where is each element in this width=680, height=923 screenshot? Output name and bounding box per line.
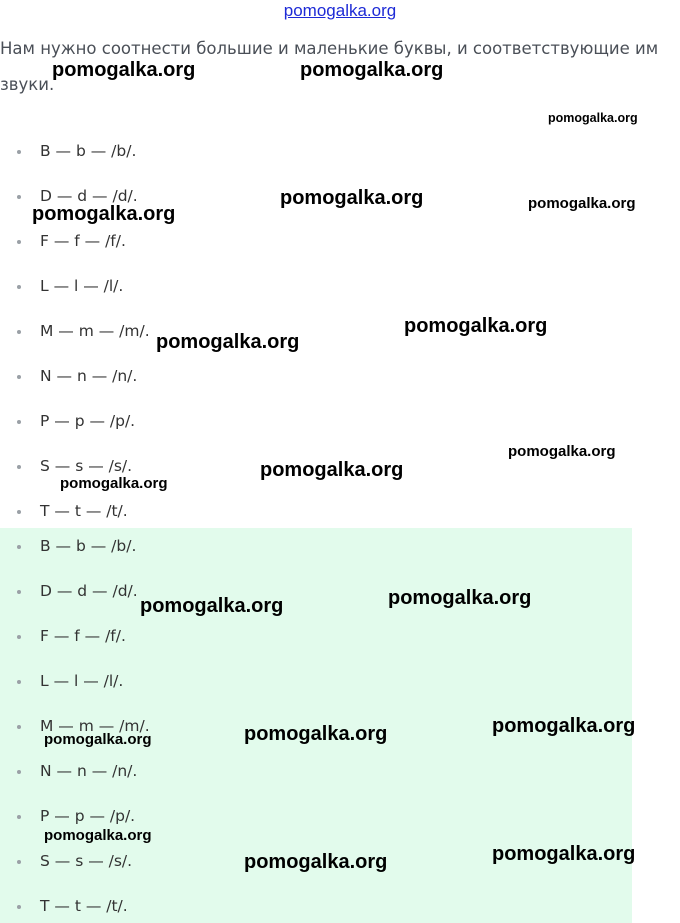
bullet-icon xyxy=(17,635,21,639)
watermark: pomogalka.org xyxy=(140,595,284,617)
bullet-icon xyxy=(17,150,21,154)
watermark: pomogalka.org xyxy=(492,843,636,865)
bullet-icon xyxy=(17,725,21,729)
bullet-icon xyxy=(17,510,21,514)
watermark: pomogalka.org xyxy=(260,459,404,481)
bullet-icon xyxy=(17,195,21,199)
site-link[interactable]: pomogalka.org xyxy=(283,1,397,20)
bullet-icon xyxy=(17,815,21,819)
bullet-icon xyxy=(17,590,21,594)
watermark: pomogalka.org xyxy=(60,475,168,492)
watermark: pomogalka.org xyxy=(492,715,636,737)
watermark: pomogalka.org xyxy=(280,187,424,209)
watermark: pomogalka.org xyxy=(508,443,616,460)
watermark: pomogalka.org xyxy=(528,195,636,212)
bullet-icon xyxy=(17,420,21,424)
bullet-icon xyxy=(17,860,21,864)
bullet-icon xyxy=(17,285,21,289)
bullet-icon xyxy=(17,240,21,244)
watermark: pomogalka.org xyxy=(300,59,444,81)
bullet-icon xyxy=(17,770,21,774)
watermark: pomogalka.org xyxy=(44,827,152,844)
bullet-icon xyxy=(17,545,21,549)
bullet-icon xyxy=(17,465,21,469)
watermark: pomogalka.org xyxy=(244,851,388,873)
watermark: pomogalka.org xyxy=(244,723,388,745)
watermark: pomogalka.org xyxy=(32,203,176,225)
watermark: pomogalka.org xyxy=(52,59,196,81)
watermark: pomogalka.org xyxy=(404,315,548,337)
watermark: pomogalka.org xyxy=(388,587,532,609)
bullet-icon xyxy=(17,375,21,379)
watermark: pomogalka.org xyxy=(44,731,152,748)
intro-text: Нам нужно соотнести большие и маленькие буквы, и соответствующие им звуки. xyxy=(0,39,659,94)
watermark: pomogalka.org xyxy=(156,331,300,353)
bullet-icon xyxy=(17,680,21,684)
watermark: pomogalka.org xyxy=(548,111,638,125)
bullet-icon xyxy=(17,905,21,909)
bullet-icon xyxy=(17,330,21,334)
